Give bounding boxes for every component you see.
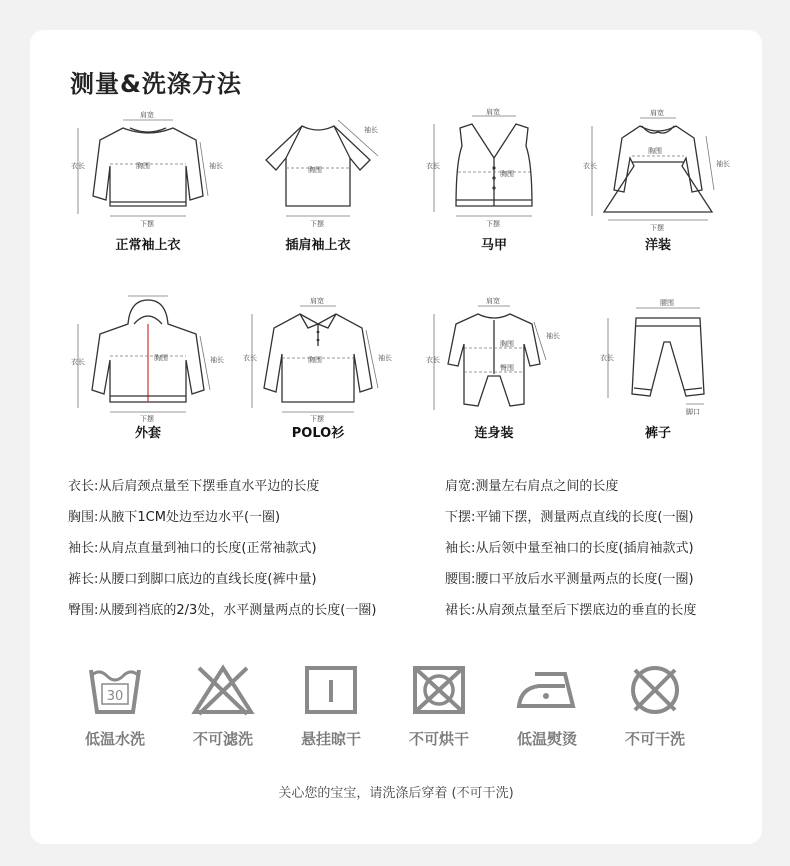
svg-text:腰围: 腰围 [660, 299, 674, 307]
garment-label: 插肩袖上衣 [285, 238, 351, 253]
tag-shoulder: 肩宽 [140, 111, 154, 119]
hang-dry-icon [303, 662, 359, 718]
no-tumble-dry-icon [411, 662, 467, 718]
svg-text:衣长: 衣长 [243, 354, 257, 362]
care-label: 不可滤洗 [192, 730, 253, 748]
svg-text:下摆: 下摆 [650, 224, 664, 232]
care-item [178, 662, 268, 762]
definition-item: 肩宽:测量左右肩点之间的长度 [445, 479, 619, 494]
svg-text:下摆: 下摆 [140, 415, 154, 423]
care-item [286, 662, 376, 762]
svg-text:衣长: 衣长 [426, 356, 440, 364]
definition-item: 裙长:从肩颈点量至后下摆底边的垂直的长度 [445, 603, 697, 618]
definition-item: 袖长:从后领中量至袖口的长度(插肩袖款式) [445, 541, 694, 556]
garment-romper [414, 294, 574, 444]
care-label: 不可干洗 [624, 730, 685, 748]
polo-shirt-diagram-icon [238, 294, 398, 424]
garment-polo [238, 294, 398, 444]
svg-text:胸围: 胸围 [648, 147, 662, 155]
garment-jacket [68, 294, 228, 444]
no-dry-clean-icon [627, 662, 683, 718]
vest-diagram-icon [414, 106, 574, 236]
garment-label: 洋装 [644, 238, 671, 253]
svg-text:下摆: 下摆 [486, 220, 500, 228]
care-label: 不可烘干 [408, 730, 469, 748]
care-item [502, 662, 592, 762]
garment-dress [578, 106, 738, 256]
care-item [70, 662, 160, 762]
svg-text:30: 30 [106, 689, 124, 704]
svg-text:衣长: 衣长 [71, 358, 85, 366]
care-item [610, 662, 700, 762]
svg-text:胸围: 胸围 [308, 166, 322, 174]
definition-item: 腰围:腰口平放后水平测量两点的长度(一圈) [445, 572, 694, 587]
low-iron-icon [515, 662, 579, 718]
definition-item: 衣长:从后肩颈点量至下摆垂直水平边的长度 [68, 479, 320, 494]
care-label: 低温熨烫 [516, 730, 577, 748]
svg-text:胸围: 胸围 [308, 356, 322, 364]
svg-text:臀围: 臀围 [500, 364, 514, 372]
garment-pants [578, 294, 738, 444]
svg-text:袖长: 袖长 [546, 332, 560, 340]
svg-text:下摆: 下摆 [310, 415, 324, 423]
svg-text:袖长: 袖长 [378, 354, 392, 362]
definition-item: 裤长:从腰口到脚口底边的直线长度(裤中量) [68, 572, 317, 587]
garment-label: 外套 [134, 426, 161, 441]
svg-text:脚口: 脚口 [686, 408, 700, 416]
raglan-top-diagram-icon [238, 106, 398, 236]
svg-text:肩宽: 肩宽 [650, 109, 664, 117]
svg-text:胸围: 胸围 [154, 354, 168, 362]
garment-label: 正常袖上衣 [115, 238, 181, 253]
svg-text:胸围: 胸围 [500, 340, 514, 348]
care-label: 悬挂晾干 [300, 730, 361, 748]
definition-item: 臀围:从腰到裆底的2/3处，水平测量两点的长度(一圈) [68, 603, 377, 618]
svg-text:肩宽: 肩宽 [486, 297, 500, 305]
hooded-jacket-diagram-icon [68, 294, 228, 424]
care-guide-card [30, 30, 762, 844]
svg-text:袖长: 袖长 [210, 356, 224, 364]
garment-label: POLO衫 [291, 426, 345, 441]
svg-text:袖长: 袖长 [716, 160, 730, 168]
dress-diagram-icon [578, 106, 738, 236]
garment-vest [414, 106, 574, 256]
svg-text:衣长: 衣长 [600, 354, 614, 362]
svg-text:下摆: 下摆 [310, 220, 324, 228]
svg-text:袖长: 袖长 [364, 126, 378, 134]
tag-length: 衣长 [71, 162, 85, 170]
definition-item: 袖长:从肩点直量到袖口的长度(正常袖款式) [68, 541, 317, 556]
care-item [394, 662, 484, 762]
tag-chest: 胸围 [136, 162, 150, 170]
tag-sleeve: 袖长 [209, 162, 223, 170]
definition-item: 胸围:从腋下1CM处边至边水平(一圈) [68, 510, 281, 525]
care-label: 低温水洗 [84, 730, 145, 748]
definition-item: 下摆:平铺下摆，测量两点直线的长度(一圈) [445, 510, 694, 525]
footer-note: 关心您的宝宝，请洗涤后穿着 (不可干洗) [278, 786, 514, 801]
no-filter-wash-icon [191, 662, 255, 718]
garment-label: 马甲 [480, 238, 507, 253]
garment-label: 连身装 [474, 426, 514, 441]
romper-diagram-icon [414, 294, 574, 424]
garment-raglan [238, 106, 398, 256]
svg-text:胸围: 胸围 [500, 170, 514, 178]
pants-diagram-icon [578, 294, 738, 424]
svg-text:肩宽: 肩宽 [486, 108, 500, 116]
garment-sweatshirt [68, 106, 228, 256]
svg-text:肩宽: 肩宽 [310, 297, 324, 305]
svg-text:衣长: 衣长 [426, 162, 440, 170]
garment-label: 裤子 [644, 426, 671, 441]
svg-text:衣长: 衣长 [583, 162, 597, 170]
page-title: 测量&洗涤方法 [70, 70, 242, 98]
tag-hem: 下摆 [140, 220, 154, 228]
wash-30-icon [87, 662, 143, 718]
sweatshirt-diagram-icon [68, 106, 228, 236]
